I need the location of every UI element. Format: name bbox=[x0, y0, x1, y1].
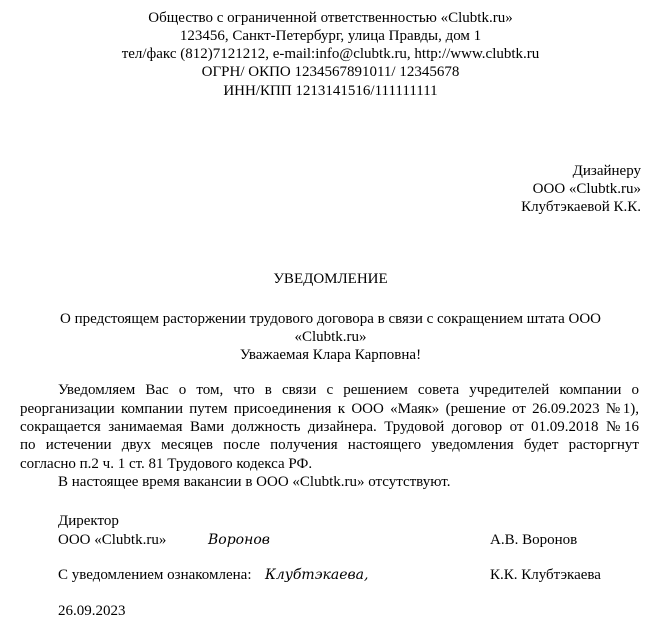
acknowledged-label: С уведомлением ознакомлена: bbox=[58, 567, 252, 583]
director-company: ООО «Clubtk.ru» bbox=[58, 532, 167, 548]
company-address: 123456, Санкт-Петербург, улица Правды, дом 1 bbox=[179, 28, 482, 44]
director-title: Директор bbox=[58, 513, 119, 529]
company-inn-kpp: ИНН/КПП 1213141516/111111111 bbox=[223, 83, 438, 99]
document-title: УВЕДОМЛЕНИЕ bbox=[273, 271, 388, 287]
body-line-3: сокращается занимаемая Вами должность дизайнера. Трудовой договор от 01.09.2018 №16 bbox=[20, 419, 639, 435]
director-name: А.В. Воронов bbox=[490, 532, 578, 548]
subject-line-1: О предстоящем расторжении трудового договора в связи с сокращением штата ООО bbox=[60, 311, 601, 327]
company-contacts: тел/факс (812)7121212, e-mail:info@clubtk.ru, http://www.clubtk.ru bbox=[121, 46, 540, 62]
recipient-company: ООО «Clubtk.ru» bbox=[532, 181, 641, 197]
director-signature: Воронов bbox=[208, 532, 270, 548]
subject-line-2: «Clubtk.ru» bbox=[294, 329, 367, 345]
company-name: Общество с ограниченной ответственностью «Clubtk.ru» bbox=[148, 10, 513, 26]
body-line-1: Уведомляем Вас о том, что в связи с решением совета учредителей компании о bbox=[58, 382, 639, 398]
vacancy-note: В настоящее время вакансии в ООО «Clubtk.ru» отсутствуют. bbox=[58, 474, 451, 490]
body-line-5: согласно п.2 ч. 1 ст. 81 Трудового кодекса РФ. bbox=[20, 456, 313, 472]
employee-signature: Клубтэкаева, bbox=[265, 567, 369, 583]
recipient-position: Дизайнеру bbox=[572, 163, 641, 179]
recipient-name: Клубтэкаевой К.К. bbox=[521, 199, 641, 215]
document-date: 26.09.2023 bbox=[58, 603, 126, 619]
company-ogrn-okpo: ОГРН/ ОКПО 1234567891011/ 12345678 bbox=[201, 64, 460, 80]
body-line-2: реорганизации компании путем присоединения к ООО «Маяк» (решение от 26.09.2023 №1), bbox=[20, 401, 639, 417]
employee-name: К.К. Клубтэкаева bbox=[490, 567, 601, 583]
body-line-4: по истечении двух месяцев после получения настоящего уведомления будет расторгнут bbox=[20, 437, 639, 453]
greeting: Уважаемая Клара Карповна! bbox=[239, 347, 422, 363]
